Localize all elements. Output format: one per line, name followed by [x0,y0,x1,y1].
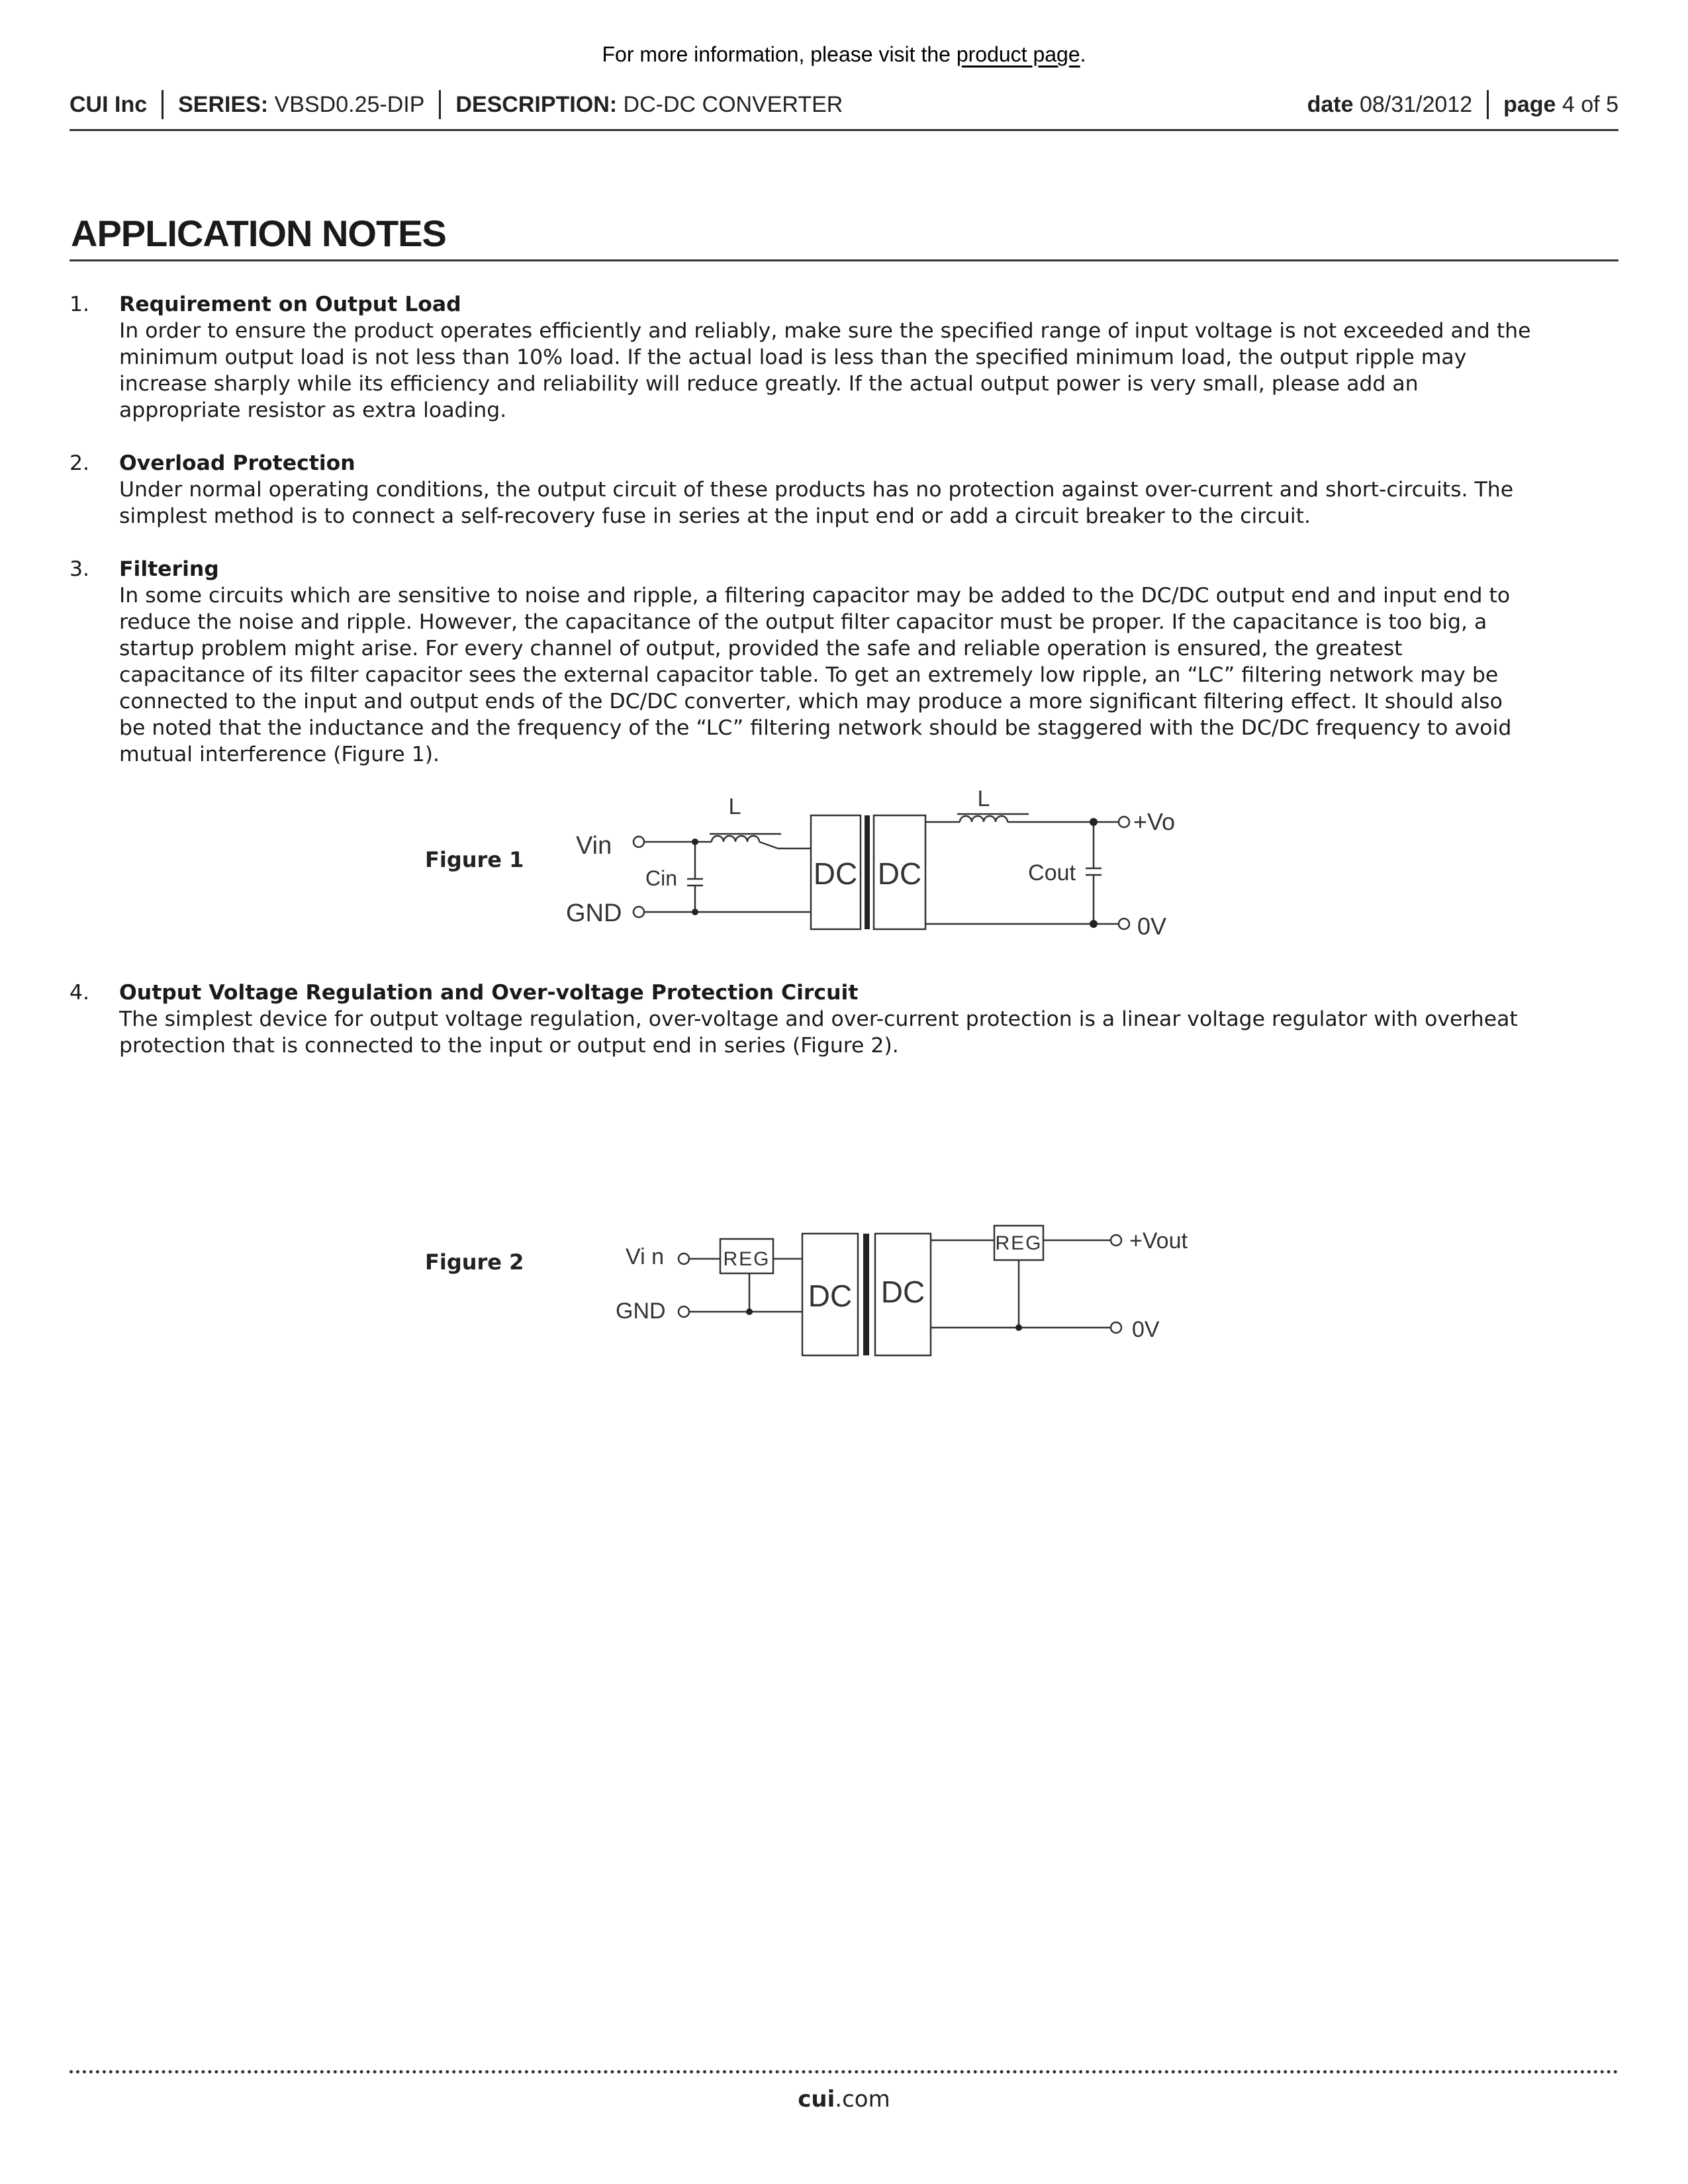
note-line: increase sharply while its efficiency and reliability will reduce greatly. If the actual output power is very small, please add an [119,372,1419,396]
zero-volt-terminal [1111,1322,1121,1333]
dc-left-label: DC [813,856,858,891]
note-title: Output Voltage Regulation and Over-voltage Protection Circuit [119,981,859,1005]
dc-left-label: DC [808,1279,853,1313]
cout-label: Cout [1028,860,1076,886]
inductor-in-label: L [728,794,741,819]
transformer-core [863,1234,869,1355]
date-value: 08/31/2012 [1359,91,1473,117]
figure-2-regulator-circuit [596,1211,1231,1357]
vin-terminal [679,1253,689,1264]
series-label: SERIES: [178,91,269,117]
note-line: appropriate resistor as extra loading. [119,398,507,422]
figure-2-label: Figure 2 [425,1250,524,1275]
note-voltage-regulation [70,979,1622,1059]
vin-terminal [633,837,644,847]
vin-label: Vin [576,832,612,860]
note-line: In order to ensure the product operates efficiently and reliably, make sure the specified range of input voltage is not exceeded and the [119,319,1531,343]
section-title-rule [70,259,1618,261]
cin-label: Cin [645,866,677,890]
company-name: CUI Inc [70,91,148,117]
gnd-terminal [633,907,644,917]
note-line: protection that is connected to the input or output end in series (Figure 2). [119,1034,899,1058]
reg-in-label: REG [723,1248,771,1270]
vout-terminal [1111,1235,1121,1246]
date-label: date [1307,91,1354,117]
section-title: APPLICATION NOTES [71,212,446,254]
note-number: 3. [70,557,90,581]
note-line: startup problem might arise. For every channel of output, provided the safe and reliable operation is ensured, the greatest [119,637,1403,660]
note-line: minimum output load is not less than 10% load. If the actual load is less than the specified minimum load, the output ripple may [119,345,1467,369]
note-line: reduce the noise and ripple. However, the capacitance of the output filter capacitor must be proper. If the capacitance is too big, a [119,610,1487,634]
header-divider [1487,90,1489,119]
document-header [70,89,1618,120]
note-line: connected to the input and output ends of the DC/DC converter, which may produce a more significant filtering effect. It should also [119,690,1503,713]
reg-out-label: REG [995,1232,1043,1254]
note-line: In some circuits which are sensitive to noise and ripple, a filtering capacitor may be added to the DC/DC output end and input end to [119,584,1511,608]
footer-brand: cui [798,2086,835,2113]
series-value: VBSD0.25-DIP [274,91,425,117]
footer-domain: .com [835,2086,890,2113]
page-value: 4 of 5 [1562,91,1618,117]
vout-label: +Vout [1129,1228,1188,1253]
application-notes [70,291,1622,794]
inductor-in-symbol [712,836,759,842]
zero-volt-label: 0V [1132,1317,1160,1342]
header-rule [70,129,1618,131]
gnd-label: GND [616,1298,666,1324]
description-value: DC-DC CONVERTER [623,91,843,117]
vout-terminal [1119,817,1129,827]
note-overload-protection [70,450,1622,529]
zero-volt-terminal [1119,919,1129,929]
note-filtering [70,556,1622,768]
note-output-load [70,291,1622,424]
note-title: Requirement on Output Load [119,293,461,316]
dc-right-label: DC [877,856,922,891]
figure-1-lc-filter-circuit [556,788,1205,946]
info-prefix: For more information, please visit the [602,42,957,66]
note-line: be noted that the inductance and the frequency of the “LC” filtering network should be staggered with the DC/DC frequency to avoid [119,716,1512,740]
inductor-out-symbol [960,816,1008,822]
gnd-label: GND [566,899,622,927]
info-suffix: . [1080,42,1086,66]
transformer-core [865,815,870,929]
footer-website[interactable] [0,2086,1688,2113]
note-number: 2. [70,451,90,475]
product-info-line [0,42,1688,67]
vin-label: Vi n [626,1244,664,1269]
footer-dotted-rule [70,2070,1618,2073]
application-notes-continued [70,979,1622,1085]
note-title: Filtering [119,557,219,581]
header-divider [439,90,441,119]
vout-label: +Vo [1133,808,1176,835]
note-number: 4. [70,981,90,1005]
note-line: simplest method is to connect a self-recovery fuse in series at the input end or add a circuit breaker to the circuit. [119,504,1311,528]
dc-right-label: DC [880,1275,925,1309]
note-number: 1. [70,293,90,316]
description-label: DESCRIPTION: [455,91,618,117]
inductor-out-label: L [977,788,990,811]
zero-volt-label: 0V [1137,913,1167,940]
note-line: Under normal operating conditions, the output circuit of these products has no protection against over-current and short-circuits. The [119,478,1514,502]
figure-1-label: Figure 1 [425,847,524,872]
product-page-link[interactable]: product page [956,42,1080,66]
note-title: Overload Protection [119,451,355,475]
header-divider [162,90,164,119]
gnd-terminal [679,1306,689,1317]
note-line: capacitance of its filter capacitor sees the external capacitor table. To get an extremely low ripple, an “LC” filtering network may be [119,663,1499,687]
note-line: mutual interference (Figure 1). [119,743,440,766]
page-label: page [1503,91,1556,117]
note-line: The simplest device for output voltage regulation, over-voltage and over-current protection is a linear voltage regulator with overheat [119,1007,1518,1031]
